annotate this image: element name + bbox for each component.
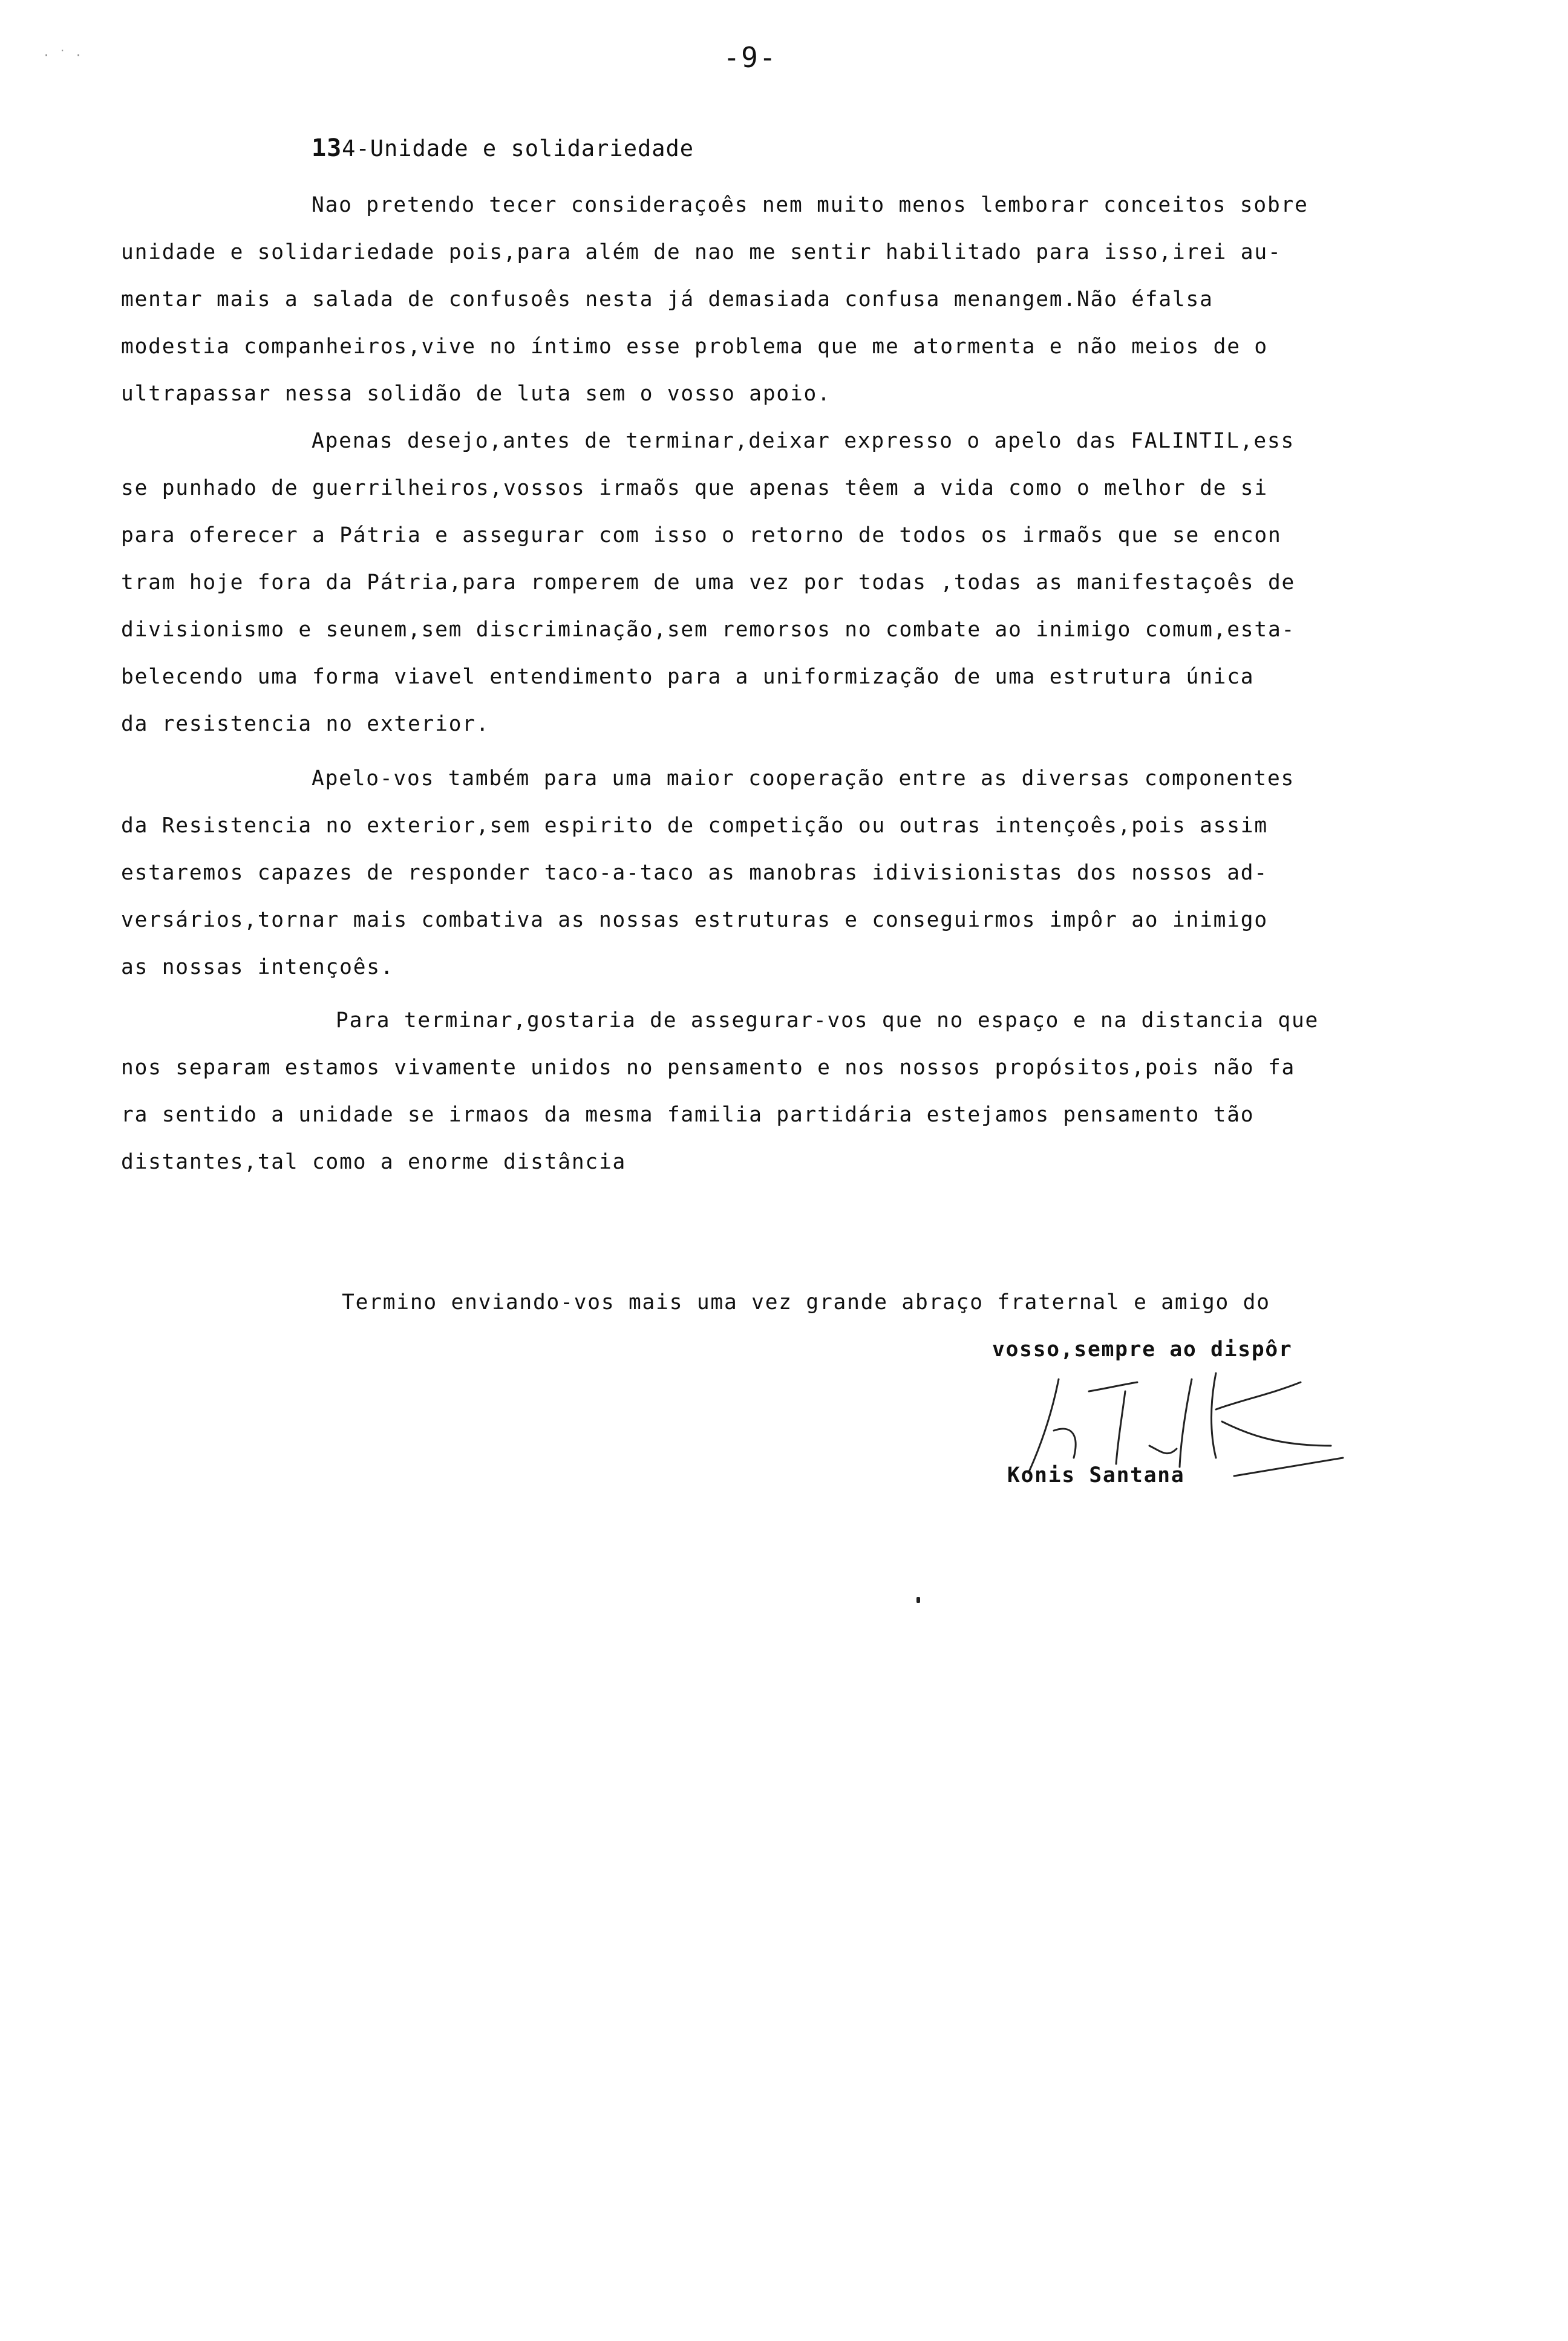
paragraph-line: estaremos capazes de responder taco-a-taco as manobras idivisionistas dos nossos ad- (121, 861, 1268, 885)
closing-line-2: vosso,sempre ao dispôr (992, 1337, 1293, 1362)
paragraph-line: da resistencia no exterior. (121, 712, 490, 736)
paragraph-line: unidade e solidariedade pois,para além de nao me sentir habilitado para isso,irei au- (121, 240, 1282, 264)
paragraph-line: Nao pretendo tecer consideraçoês nem muito menos lemborar conceitos sobre (312, 193, 1308, 217)
paragraph-line: se punhado de guerrilheiros,vossos irmaõs que apenas têem a vida como o melhor de si (121, 476, 1268, 500)
paragraph-line: as nossas intençoês. (121, 955, 394, 979)
paragraph-line: versários,tornar mais combativa as nossas estruturas e conseguirmos impôr ao inimigo (121, 908, 1268, 932)
paragraph-line: nos separam estamos vivamente unidos no pensamento e nos nossos propósitos,pois não fa (121, 1056, 1296, 1080)
stray-mark (916, 1597, 920, 1603)
paragraph-line: Apenas desejo,antes de terminar,deixar expresso o apelo das FALINTIL,ess (312, 429, 1295, 453)
paragraph-line: modestia companheiros,vive no íntimo esse problema que me atormenta e não meios de o (121, 335, 1268, 359)
section-title: 4-Unidade e solidariedade (342, 135, 694, 162)
closing-line: Termino enviando-vos mais uma vez grande abraço fraternal e amigo do (342, 1290, 1270, 1314)
paragraph-line: Para terminar,gostaria de assegurar-vos que no espaço e na distancia que (336, 1008, 1319, 1033)
paragraph-line: distantes,tal como a enorme distância (121, 1150, 627, 1174)
section-heading (312, 134, 694, 162)
signature-name: Konis Santana (1007, 1463, 1185, 1487)
paragraph-line: belecendo uma forma viavel entendimento para a uniformização de uma estrutura única (121, 665, 1255, 689)
paragraph-line: tram hoje fora da Pátria,para romperem de uma vez por todas ,todas as manifestaçoês de (121, 570, 1296, 595)
paragraph-line: mentar mais a salada de confusoês nesta já demasiada confusa menangem.Não éfalsa (121, 287, 1214, 312)
paragraph-line: da Resistencia no exterior,sem espirito de competição ou outras intençoês,pois assim (121, 814, 1268, 838)
paragraph-line: para oferecer a Pátria e assegurar com isso o retorno de todos os irmaõs que se encon (121, 523, 1282, 547)
section-number: 13 (312, 134, 342, 162)
scan-specks: · ˙ · (42, 48, 83, 64)
paragraph-line: ra sentido a unidade se irmaos da mesma familia partidária estejamos pensamento tão (121, 1103, 1255, 1127)
page-number: -9- (723, 41, 777, 74)
paragraph-line: ultrapassar nessa solidão de luta sem o vosso apoio. (121, 382, 831, 406)
paragraph-line: Apelo-vos também para uma maior cooperação entre as diversas componentes (312, 766, 1295, 791)
paragraph-line: divisionismo e seunem,sem discriminação,sem remorsos no combate ao inimigo comum,esta- (121, 618, 1296, 642)
